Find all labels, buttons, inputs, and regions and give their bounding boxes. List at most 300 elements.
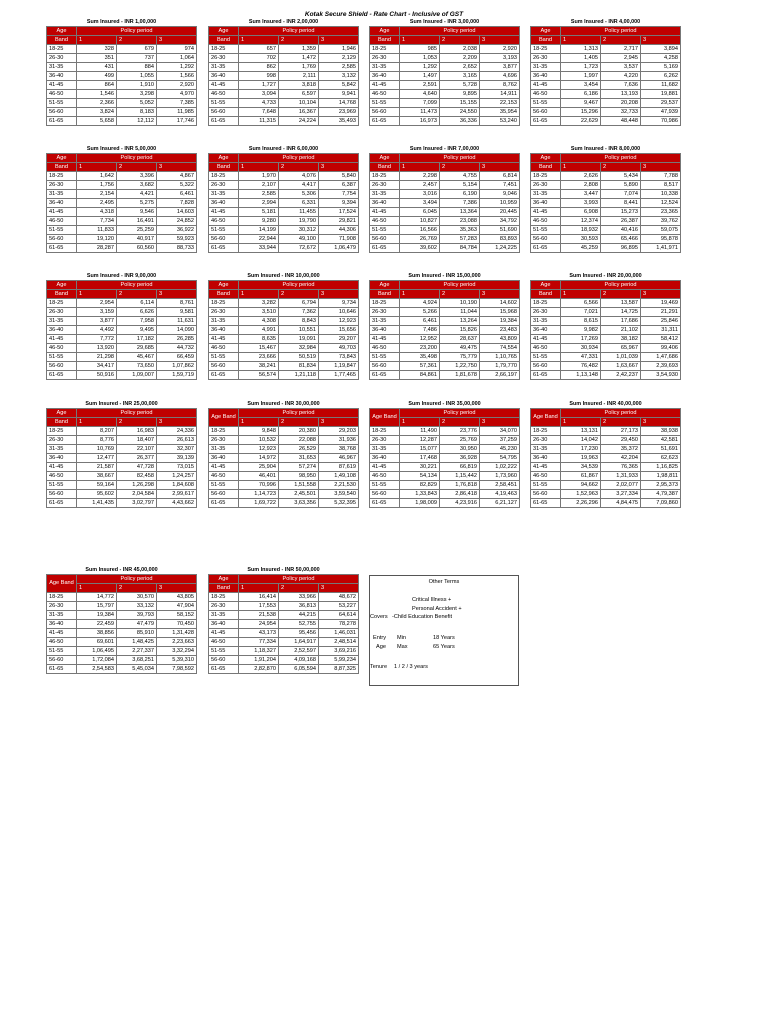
age-band-cell: 56-60 xyxy=(531,235,561,244)
age-band-cell: 41-45 xyxy=(209,81,239,90)
age-band-cell: 18-25 xyxy=(47,593,77,602)
sum-insured-title: Sum Insured - INR 15,00,000 xyxy=(408,273,481,279)
table-row xyxy=(370,353,520,362)
policy-period-header: Policy period xyxy=(561,154,681,163)
age-band-cell: 18-25 xyxy=(47,427,77,436)
premium-cell: 7,636 xyxy=(601,81,641,90)
band-header: Band xyxy=(209,290,239,299)
table-row xyxy=(47,611,197,620)
premium-cell: 7,386 xyxy=(440,199,480,208)
premium-cell: 43,809 xyxy=(480,335,520,344)
table-row xyxy=(370,445,520,454)
premium-cell: 1,910 xyxy=(117,81,157,90)
premium-cell: 85,910 xyxy=(117,629,157,638)
premium-cell: 45,467 xyxy=(117,353,157,362)
policy-year-header: 2 xyxy=(279,163,319,172)
age-band-cell: 51-55 xyxy=(209,99,239,108)
policy-year-header: 1 xyxy=(77,163,117,172)
premium-cell: 2,26,296 xyxy=(561,499,601,508)
table-row xyxy=(531,317,681,326)
header-row xyxy=(47,418,197,427)
premium-cell: 2,920 xyxy=(157,81,197,90)
policy-year-header: 1 xyxy=(239,290,279,299)
table-row xyxy=(209,472,359,481)
premium-cell: 12,923 xyxy=(239,445,279,454)
premium-cell: 5,45,034 xyxy=(117,665,157,674)
rate-table xyxy=(369,153,520,253)
premium-cell: 25,846 xyxy=(641,317,681,326)
premium-cell: 82,829 xyxy=(400,481,440,490)
header-row xyxy=(209,575,359,584)
policy-year-header: 1 xyxy=(561,36,601,45)
premium-cell: 5,169 xyxy=(641,63,681,72)
rate-table-block xyxy=(369,400,520,508)
age-band-cell: 18-25 xyxy=(47,45,77,54)
premium-cell: 16,973 xyxy=(400,117,440,126)
table-row xyxy=(47,90,197,99)
header-row xyxy=(531,154,681,163)
sum-insured-title: Sum Insured - INR 6,00,000 xyxy=(248,146,319,152)
premium-cell: 1,723 xyxy=(561,63,601,72)
premium-cell: 32,733 xyxy=(601,108,641,117)
table-row xyxy=(47,117,197,126)
premium-cell: 1,24,225 xyxy=(480,244,520,253)
policy-year-header: 1 xyxy=(561,163,601,172)
premium-cell: 70,450 xyxy=(157,620,197,629)
personal-accident-term: Personal Accident + xyxy=(412,606,462,612)
premium-cell: 2,52,597 xyxy=(279,647,319,656)
premium-cell: 20,208 xyxy=(601,99,641,108)
premium-cell: 38,856 xyxy=(77,629,117,638)
premium-cell: 1,73,960 xyxy=(480,472,520,481)
table-row xyxy=(370,63,520,72)
policy-year-header: 1 xyxy=(400,36,440,45)
premium-cell: 7,362 xyxy=(279,308,319,317)
premium-cell: 3,510 xyxy=(239,308,279,317)
premium-cell: 3,63,356 xyxy=(279,499,319,508)
age-band-cell: 26-30 xyxy=(47,308,77,317)
premium-cell: 4,696 xyxy=(480,72,520,81)
premium-cell: 1,59,719 xyxy=(157,371,197,380)
policy-year-header: 2 xyxy=(440,163,480,172)
age-band-cell: 46-50 xyxy=(209,90,239,99)
critical-illness-term: Critical Illness + xyxy=(412,597,452,603)
table-row xyxy=(531,353,681,362)
policy-period-header: Policy period xyxy=(77,27,197,36)
header-row xyxy=(370,36,520,45)
premium-cell: 13,264 xyxy=(440,317,480,326)
table-row xyxy=(47,472,197,481)
table-row xyxy=(370,54,520,63)
band-header: Band xyxy=(47,418,77,427)
premium-cell: 12,112 xyxy=(117,117,157,126)
premium-cell: 46,401 xyxy=(239,472,279,481)
table-row xyxy=(47,308,197,317)
premium-cell: 99,406 xyxy=(641,344,681,353)
table-row xyxy=(370,299,520,308)
age-band-cell: 31-35 xyxy=(209,445,239,454)
age-band-cell: 61-65 xyxy=(531,244,561,253)
policy-year-header: 3 xyxy=(319,163,359,172)
policy-year-header: 1 xyxy=(77,290,117,299)
premium-cell: 1,07,862 xyxy=(157,362,197,371)
premium-cell: 33,966 xyxy=(279,593,319,602)
table-row xyxy=(47,81,197,90)
premium-cell: 21,538 xyxy=(239,611,279,620)
premium-cell: 2,82,870 xyxy=(239,665,279,674)
sum-insured-title: Sum Insured - INR 1,00,000 xyxy=(86,19,157,25)
table-row xyxy=(47,436,197,445)
premium-cell: 6,186 xyxy=(561,90,601,99)
table-row xyxy=(209,72,359,81)
premium-cell: 4,421 xyxy=(117,190,157,199)
premium-cell: 15,467 xyxy=(239,344,279,353)
premium-cell: 9,495 xyxy=(117,326,157,335)
premium-cell: 2,945 xyxy=(601,54,641,63)
premium-cell: 2,23,663 xyxy=(157,638,197,647)
premium-cell: 1,77,465 xyxy=(319,371,359,380)
premium-cell: 10,532 xyxy=(239,436,279,445)
premium-cell: 17,524 xyxy=(319,208,359,217)
header-row xyxy=(370,154,520,163)
age-band-cell: 36-40 xyxy=(209,620,239,629)
premium-cell: 29,207 xyxy=(319,335,359,344)
premium-cell: 14,772 xyxy=(77,593,117,602)
table-row xyxy=(209,499,359,508)
premium-cell: 71,908 xyxy=(319,235,359,244)
premium-cell: 7,385 xyxy=(157,99,197,108)
premium-cell: 6,331 xyxy=(279,199,319,208)
premium-cell: 39,762 xyxy=(641,217,681,226)
rate-table-block xyxy=(530,400,681,508)
policy-year-header: 3 xyxy=(319,584,359,593)
premium-cell: 1,41,435 xyxy=(77,499,117,508)
table-row xyxy=(209,217,359,226)
table-row xyxy=(531,472,681,481)
age-header: Age xyxy=(47,281,77,290)
premium-cell: 1,292 xyxy=(400,63,440,72)
premium-cell: 29,821 xyxy=(319,217,359,226)
premium-cell: 34,792 xyxy=(480,217,520,226)
policy-year-header: 1 xyxy=(239,163,279,172)
premium-cell: 22,088 xyxy=(279,436,319,445)
premium-cell: 88,733 xyxy=(157,244,197,253)
premium-cell: 1,064 xyxy=(157,54,197,63)
band-header: Band xyxy=(370,290,400,299)
header-row xyxy=(209,36,359,45)
premium-cell: 28,637 xyxy=(440,335,480,344)
premium-cell: 10,959 xyxy=(480,199,520,208)
premium-cell: 14,768 xyxy=(319,99,359,108)
sum-insured-title: Sum Insured - INR 50,00,000 xyxy=(247,567,320,573)
premium-cell: 2,366 xyxy=(77,99,117,108)
table-row xyxy=(209,445,359,454)
table-row xyxy=(531,63,681,72)
age-band-cell: 18-25 xyxy=(370,45,400,54)
age-band-cell: 26-30 xyxy=(531,436,561,445)
age-header: Age xyxy=(209,575,239,584)
table-row xyxy=(370,335,520,344)
header-row xyxy=(209,163,359,172)
rate-table-block xyxy=(46,272,197,380)
age-band-cell: 56-60 xyxy=(47,490,77,499)
premium-cell: 54,795 xyxy=(480,454,520,463)
table-row xyxy=(209,611,359,620)
premium-cell: 4,417 xyxy=(279,181,319,190)
rate-table-block xyxy=(46,566,197,674)
premium-cell: 2,591 xyxy=(400,81,440,90)
sum-insured-title: Sum Insured - INR 7,00,000 xyxy=(409,146,480,152)
premium-cell: 95,456 xyxy=(279,629,319,638)
policy-year-header: 3 xyxy=(641,36,681,45)
premium-cell: 81,834 xyxy=(279,362,319,371)
table-row xyxy=(47,629,197,638)
premium-cell: 2,038 xyxy=(440,45,480,54)
premium-cell: 2,585 xyxy=(319,63,359,72)
premium-cell: 3,494 xyxy=(400,199,440,208)
premium-cell: 864 xyxy=(77,81,117,90)
premium-cell: 14,911 xyxy=(480,90,520,99)
premium-cell: 2,45,501 xyxy=(279,490,319,499)
premium-cell: 46,967 xyxy=(319,454,359,463)
premium-cell: 9,467 xyxy=(561,99,601,108)
age-band-header: Age Band xyxy=(47,575,77,593)
age-band-cell: 46-50 xyxy=(531,90,561,99)
premium-cell: 12,524 xyxy=(641,199,681,208)
age-band-cell: 31-35 xyxy=(370,63,400,72)
premium-cell: 10,104 xyxy=(279,99,319,108)
table-row xyxy=(370,117,520,126)
table-row xyxy=(47,235,197,244)
premium-cell: 14,042 xyxy=(561,436,601,445)
premium-cell: 8,441 xyxy=(601,199,641,208)
age-band-cell: 51-55 xyxy=(531,226,561,235)
age-band-cell: 18-25 xyxy=(209,172,239,181)
premium-cell: 47,479 xyxy=(117,620,157,629)
premium-cell: 12,287 xyxy=(400,436,440,445)
premium-cell: 23,088 xyxy=(440,217,480,226)
premium-cell: 16,367 xyxy=(279,108,319,117)
premium-cell: 4,733 xyxy=(239,99,279,108)
header-row xyxy=(531,163,681,172)
policy-period-header: Policy period xyxy=(400,281,520,290)
premium-cell: 13,193 xyxy=(601,90,641,99)
premium-cell: 2,107 xyxy=(239,181,279,190)
premium-cell: 6,461 xyxy=(157,190,197,199)
premium-cell: 1,51,558 xyxy=(279,481,319,490)
header-row xyxy=(531,290,681,299)
premium-cell: 1,09,007 xyxy=(117,371,157,380)
premium-cell: 84,861 xyxy=(400,371,440,380)
premium-cell: 6,566 xyxy=(561,299,601,308)
premium-cell: 40,917 xyxy=(117,235,157,244)
table-row xyxy=(209,226,359,235)
premium-cell: 20,445 xyxy=(480,208,520,217)
premium-cell: 23,776 xyxy=(440,427,480,436)
table-row xyxy=(531,217,681,226)
age-band-cell: 61-65 xyxy=(531,117,561,126)
premium-cell: 3,193 xyxy=(480,54,520,63)
premium-cell: 44,215 xyxy=(279,611,319,620)
age-band-cell: 41-45 xyxy=(531,463,561,472)
premium-cell: 2,111 xyxy=(279,72,319,81)
premium-cell: 6,387 xyxy=(319,181,359,190)
policy-year-header: 3 xyxy=(319,36,359,45)
premium-cell: 3,824 xyxy=(77,108,117,117)
table-row xyxy=(47,593,197,602)
premium-cell: 4,09,168 xyxy=(279,656,319,665)
premium-cell: 51,690 xyxy=(480,226,520,235)
age-band-header: Age Band xyxy=(531,409,561,427)
age-band-cell: 31-35 xyxy=(209,317,239,326)
premium-cell: 23,200 xyxy=(400,344,440,353)
premium-cell: 52,755 xyxy=(279,620,319,629)
policy-year-header: 3 xyxy=(319,418,359,427)
premium-cell: 7,734 xyxy=(77,217,117,226)
premium-cell: 16,566 xyxy=(400,226,440,235)
policy-year-header: 3 xyxy=(157,163,197,172)
policy-year-header: 1 xyxy=(239,418,279,427)
rate-table-block xyxy=(46,145,197,253)
premium-cell: 2,920 xyxy=(480,45,520,54)
premium-cell: 1,727 xyxy=(239,81,279,90)
age-band-cell: 51-55 xyxy=(209,226,239,235)
age-band-cell: 46-50 xyxy=(47,90,77,99)
table-row xyxy=(47,463,197,472)
table-row xyxy=(531,326,681,335)
rate-table xyxy=(208,153,359,253)
premium-cell: 3,396 xyxy=(117,172,157,181)
premium-cell: 5,154 xyxy=(440,181,480,190)
premium-cell: 38,241 xyxy=(239,362,279,371)
table-row xyxy=(370,463,520,472)
premium-cell: 5,39,310 xyxy=(157,656,197,665)
premium-cell: 5,181 xyxy=(239,208,279,217)
policy-period-header: Policy period xyxy=(239,281,359,290)
rate-table-block xyxy=(530,18,681,126)
premium-cell: 39,602 xyxy=(400,244,440,253)
age-band-cell: 18-25 xyxy=(370,299,400,308)
age-band-cell: 46-50 xyxy=(209,217,239,226)
premium-cell: 1,69,722 xyxy=(239,499,279,508)
premium-cell: 2,54,583 xyxy=(77,665,117,674)
premium-cell: 23,969 xyxy=(319,108,359,117)
age-band-cell: 56-60 xyxy=(531,108,561,117)
premium-cell: 12,374 xyxy=(561,217,601,226)
policy-year-header: 1 xyxy=(561,418,601,427)
band-header: Band xyxy=(47,36,77,45)
policy-year-header: 1 xyxy=(239,36,279,45)
premium-cell: 49,703 xyxy=(319,344,359,353)
premium-cell: 1,31,933 xyxy=(601,472,641,481)
premium-cell: 20,380 xyxy=(279,427,319,436)
premium-cell: 34,417 xyxy=(77,362,117,371)
policy-year-header: 3 xyxy=(641,290,681,299)
age-band-cell: 41-45 xyxy=(47,629,77,638)
premium-cell: 9,848 xyxy=(239,427,279,436)
table-row xyxy=(209,45,359,54)
premium-cell: 1,053 xyxy=(400,54,440,63)
premium-cell: 10,827 xyxy=(400,217,440,226)
age-band-cell: 61-65 xyxy=(370,499,400,508)
table-row xyxy=(47,647,197,656)
sum-insured-title: Sum Insured - INR 10,00,000 xyxy=(247,273,320,279)
premium-cell: 9,046 xyxy=(480,190,520,199)
premium-cell: 13,587 xyxy=(601,299,641,308)
premium-cell: 2,808 xyxy=(561,181,601,190)
premium-cell: 12,952 xyxy=(400,335,440,344)
policy-year-header: 2 xyxy=(279,418,319,427)
premium-cell: 2,954 xyxy=(77,299,117,308)
policy-period-header: Policy period xyxy=(77,154,197,163)
premium-cell: 66,819 xyxy=(440,463,480,472)
table-row xyxy=(531,117,681,126)
sum-insured-title: Sum Insured - INR 9,00,000 xyxy=(86,273,157,279)
age-band-cell: 18-25 xyxy=(47,299,77,308)
premium-cell: 2,994 xyxy=(239,199,279,208)
tenure-value: 1 / 2 / 3 years xyxy=(394,664,428,670)
table-row xyxy=(370,427,520,436)
table-row xyxy=(47,665,197,674)
age-header: Age xyxy=(531,281,561,290)
age-band-cell: 41-45 xyxy=(209,335,239,344)
premium-cell: 11,985 xyxy=(157,108,197,117)
premium-cell: 7,98,592 xyxy=(157,665,197,674)
premium-cell: 36,928 xyxy=(440,454,480,463)
premium-cell: 4,867 xyxy=(157,172,197,181)
premium-cell: 14,199 xyxy=(239,226,279,235)
premium-cell: 65,466 xyxy=(601,235,641,244)
age-band-cell: 26-30 xyxy=(209,602,239,611)
header-row xyxy=(47,281,197,290)
premium-cell: 26,377 xyxy=(117,454,157,463)
premium-cell: 2,652 xyxy=(440,63,480,72)
table-row xyxy=(370,362,520,371)
age-band-cell: 51-55 xyxy=(209,353,239,362)
premium-cell: 3,537 xyxy=(601,63,641,72)
rate-table-block xyxy=(530,272,681,380)
premium-cell: 7,099 xyxy=(400,99,440,108)
premium-cell: 2,48,514 xyxy=(319,638,359,647)
table-row xyxy=(209,199,359,208)
table-row xyxy=(47,490,197,499)
premium-cell: 87,619 xyxy=(319,463,359,472)
premium-cell: 30,950 xyxy=(440,445,480,454)
policy-year-header: 3 xyxy=(157,418,197,427)
table-row xyxy=(531,72,681,81)
premium-cell: 33,944 xyxy=(239,244,279,253)
table-row xyxy=(531,81,681,90)
age-band-cell: 31-35 xyxy=(370,445,400,454)
premium-cell: 7,648 xyxy=(239,108,279,117)
premium-cell: 3,282 xyxy=(239,299,279,308)
rate-table xyxy=(208,408,359,508)
premium-cell: 6,626 xyxy=(117,308,157,317)
policy-year-header: 3 xyxy=(157,584,197,593)
premium-cell: 3,02,797 xyxy=(117,499,157,508)
age-band-cell: 56-60 xyxy=(47,656,77,665)
premium-cell: 7,772 xyxy=(77,335,117,344)
premium-cell: 1,91,204 xyxy=(239,656,279,665)
table-row xyxy=(531,427,681,436)
premium-cell: 43,805 xyxy=(157,593,197,602)
rate-table xyxy=(208,280,359,380)
policy-period-header: Policy period xyxy=(561,281,681,290)
policy-period-header: Policy period xyxy=(239,27,359,36)
premium-cell: 44,306 xyxy=(319,226,359,235)
age-band-cell: 31-35 xyxy=(47,445,77,454)
tenure-label: Tenure xyxy=(370,664,388,670)
